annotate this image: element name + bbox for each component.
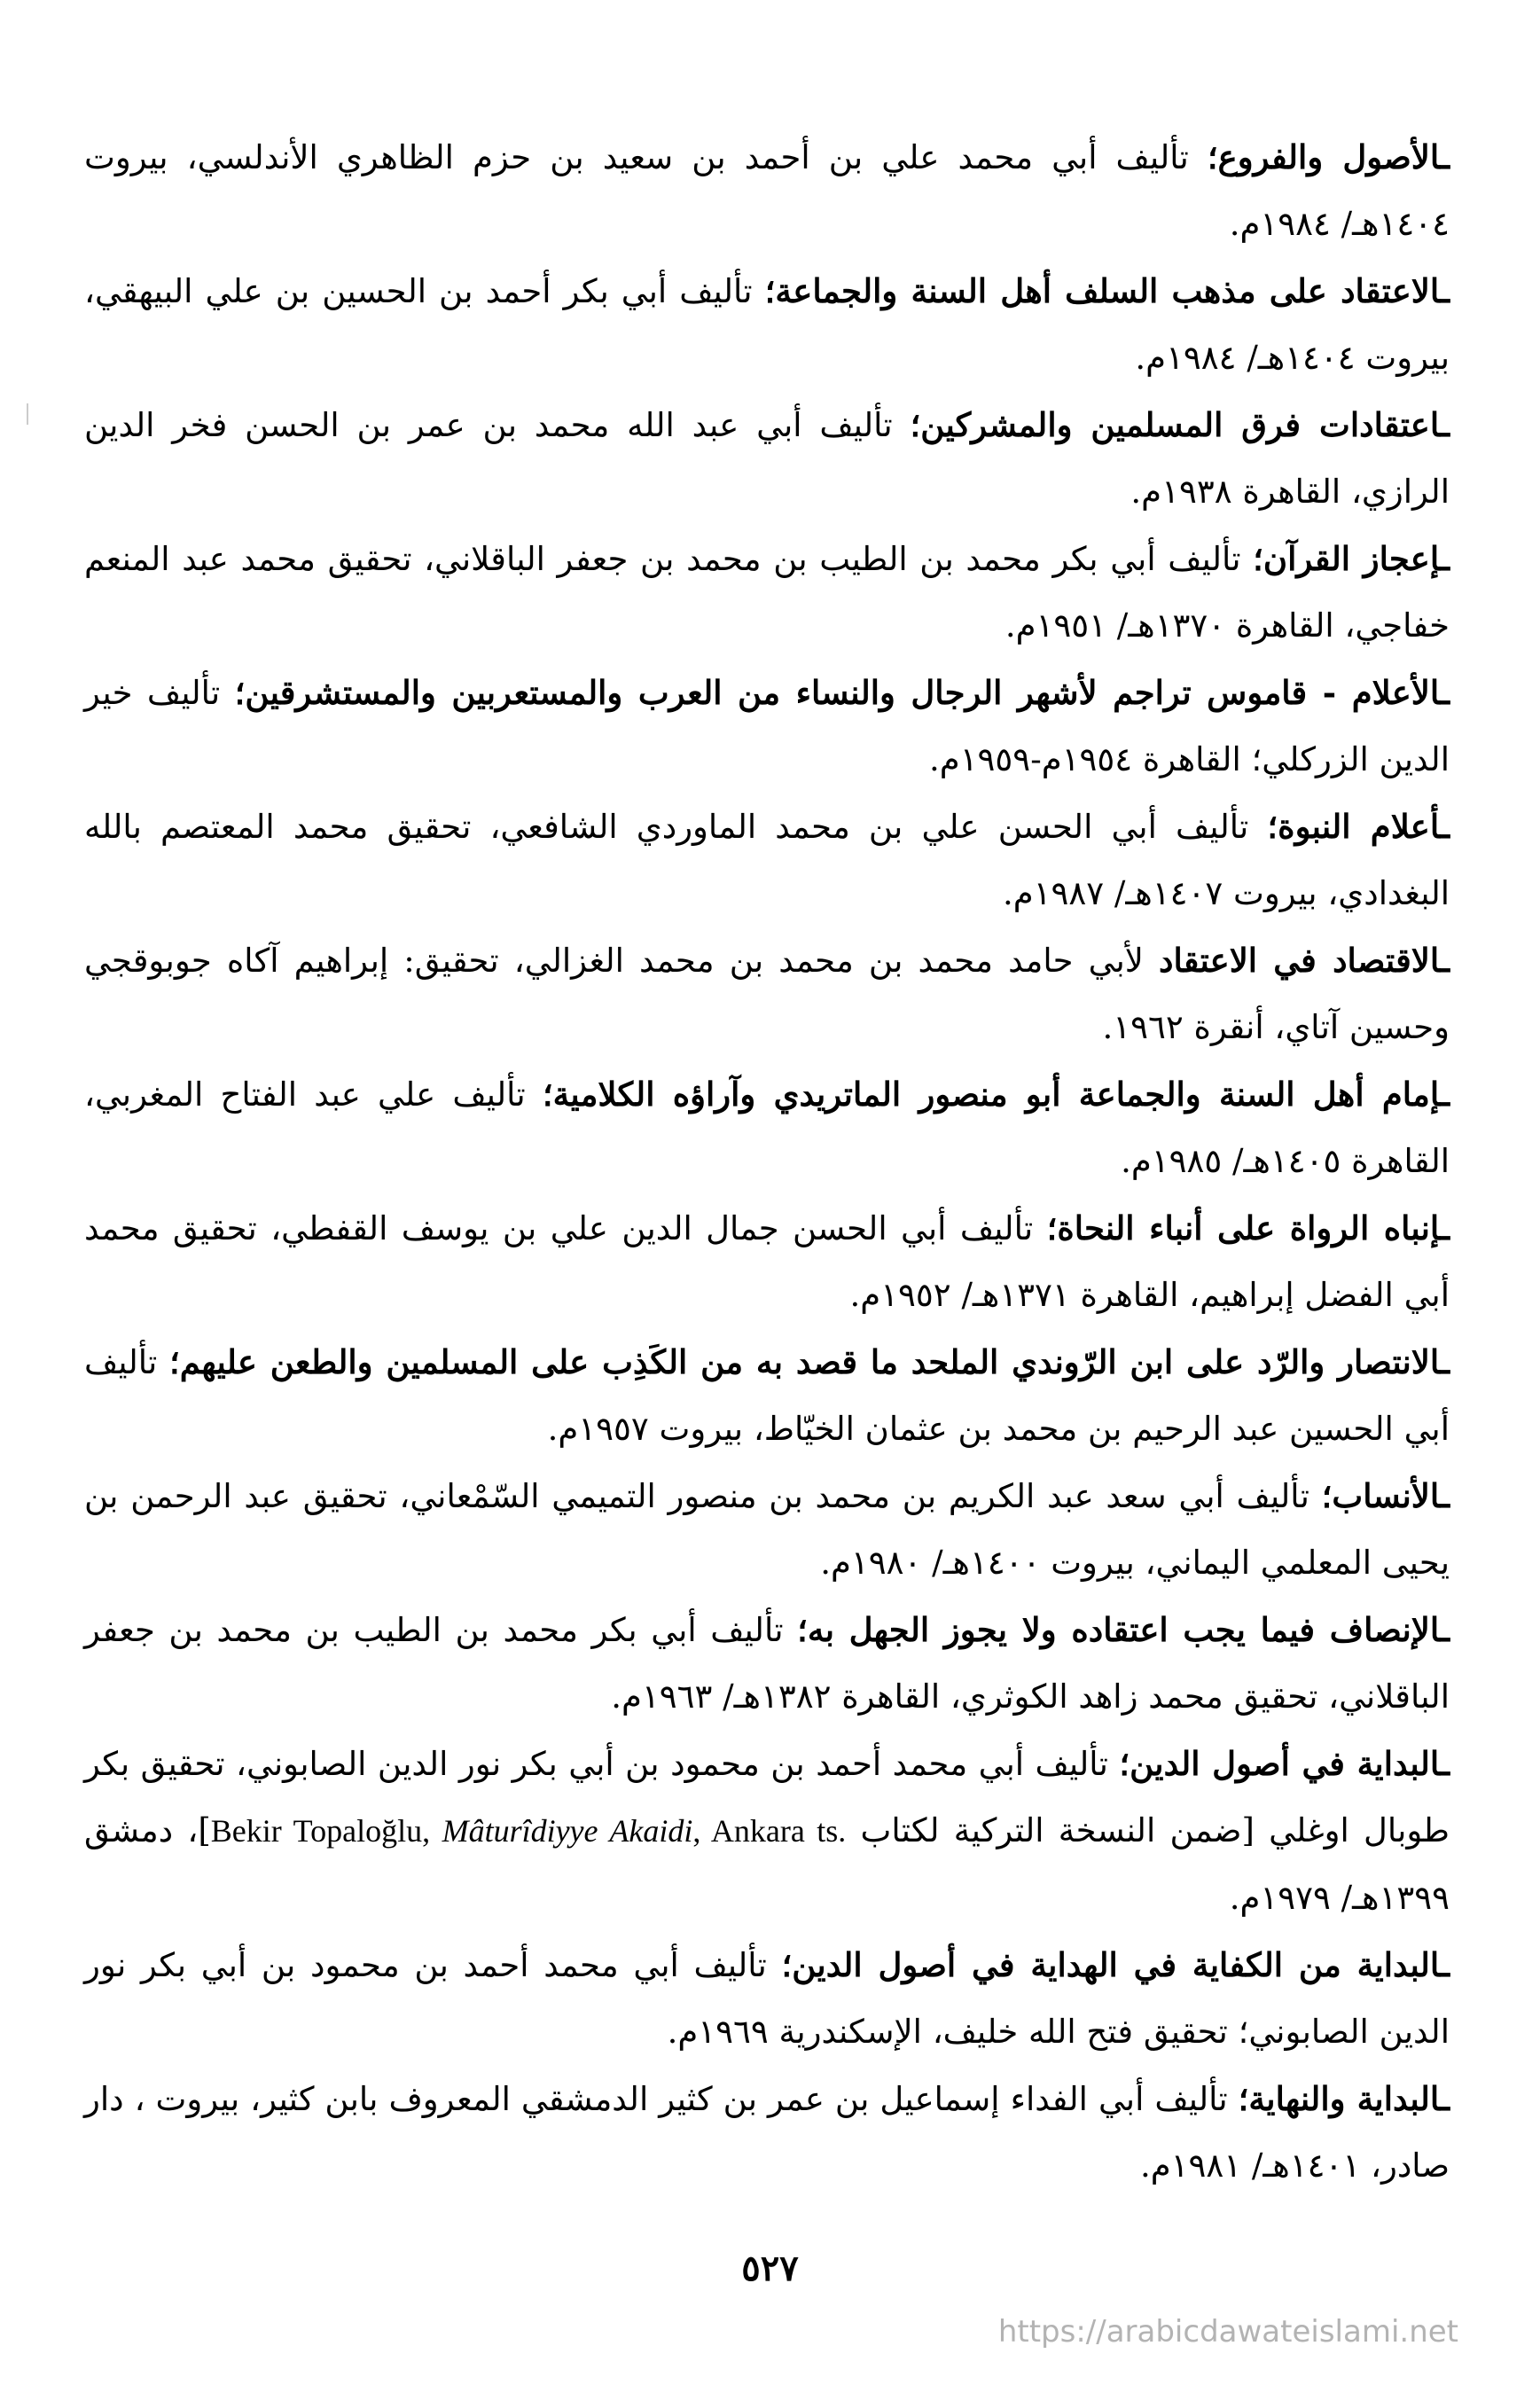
latin-citation: [211, 1813, 847, 1849]
latin-book-title: Mâturîdiyye Akaidi: [442, 1813, 693, 1849]
entry-title: الأصول والفروع؛: [1207, 137, 1441, 176]
entry-dash: ـ: [1440, 673, 1450, 712]
entry-title: البداية من الكفاية في الهداية في أصول الدين؛: [781, 1945, 1441, 1984]
entry-title: الإنصاف فيما يجب اعتقاده ولا يجوز الجهل به؛: [797, 1610, 1441, 1649]
entry-title: البداية والنهاية؛: [1238, 2079, 1441, 2118]
bibliography-entry: [84, 1597, 1450, 1730]
entry-dash: ـ: [1440, 807, 1450, 846]
entry-details: تأليف علي عبد الفتاح المغربي، القاهرة ١٤٠٥هـ/ ١٩٨٥م.: [84, 1075, 1450, 1180]
entry-details: تأليف أبي بكر أحمد بن الحسين بن علي البيهقي، بيروت ١٤٠٤هـ/ ١٩٨٤م.: [84, 272, 1450, 377]
bibliography-entry: [84, 1731, 1450, 1931]
entry-dash: ـ: [1440, 1744, 1450, 1783]
entry-title: الانتصار والرّد على ابن الرّوندي الملحد ما قصد به من الكَذِب على المسلمين والطعن عليهم؛: [169, 1342, 1441, 1381]
entry-dash: ـ: [1440, 1075, 1450, 1114]
entry-details: لأبي حامد محمد بن محمد بن محمد الغزالي، تحقيق: إبراهيم آكاه جوبوقجي وحسين آتاي، أنقرة ١٩٦٢.: [84, 942, 1450, 1046]
entry-details: تأليف خير الدين الزركلي؛ القاهرة ١٩٥٤م-١٩٥٩م.: [84, 674, 1450, 778]
entry-title: البداية في أصول الدين؛: [1119, 1744, 1441, 1783]
entry-dash: ـ: [1440, 1610, 1450, 1649]
bibliography-list: [84, 124, 1450, 2200]
entry-dash: ـ: [1440, 1476, 1450, 1515]
latin-author: Bekir Topaloğlu,: [210, 1813, 442, 1849]
latin-publication: , Ankara ts.: [692, 1813, 847, 1849]
entry-title: إنباه الرواة على أنباء النحاة؛: [1046, 1208, 1441, 1247]
entry-details: تأليف أبي سعد عبد الكريم بن محمد بن منصور التميمي السّمْعاني، تحقيق عبد الرحمن بن يحيى المعلمي اليماني، بيروت ١٤٠٠هـ/ ١٩٨٠م.: [84, 1477, 1450, 1582]
entry-title: الأنساب؛: [1321, 1476, 1441, 1515]
entry-details: تأليف أبي الحسن جمال الدين علي بن يوسف القفطي، تحقيق محمد أبي الفضل إبراهيم، القاهرة ١٣٧١هـ/ ١٩٥٢م.: [84, 1209, 1450, 1314]
entry-dash: ـ: [1440, 271, 1450, 310]
entry-details: تأليف أبي الحسين عبد الرحيم بن محمد بن عثمان الخيّاط، بيروت ١٩٥٧م.: [84, 1343, 1450, 1448]
entry-dash: ـ: [1440, 1342, 1450, 1381]
entry-details: تأليف أبي محمد علي بن أحمد بن سعيد بن حزم الظاهري الأندلسي، بيروت ١٤٠٤هـ/ ١٩٨٤م.: [84, 138, 1450, 243]
bibliography-entry: [84, 1061, 1450, 1194]
entry-details-end: ]، دمشق ١٣٩٩هـ/ ١٩٧٩م.: [84, 1811, 1450, 1917]
entry-details: تأليف أبي الحسن علي بن محمد الماوردي الشافعي، تحقيق محمد المعتصم بالله البغدادي، بيروت ١٤٠٧هـ/ ١٩٨٧م.: [84, 808, 1450, 912]
entry-details: تأليف أبي الفداء إسماعيل بن عمر بن كثير الدمشقي المعروف بابن كثير، بيروت ، دار صادر، ١٤٠١هـ/ ١٩٨١م.: [84, 2080, 1450, 2185]
bibliography-entry: [84, 1463, 1450, 1596]
entry-title: اعتقادات فرق المسلمين والمشركين؛: [910, 405, 1441, 444]
entry-title: أعلام النبوة؛: [1267, 807, 1441, 846]
bibliography-entry: [84, 927, 1450, 1060]
bibliography-entry: [84, 1329, 1450, 1462]
entry-title: الأعلام - قاموس تراجم لأشهر الرجال والنساء من العرب والمستعربين والمستشرقين؛: [234, 673, 1441, 712]
entry-title: الاقتصاد في الاعتقاد: [1158, 941, 1441, 980]
bibliography-entry: [84, 794, 1450, 927]
entry-title: إعجاز القرآن؛: [1253, 539, 1441, 578]
entry-dash: ـ: [1440, 941, 1450, 980]
entry-dash: ـ: [1440, 405, 1450, 444]
bibliography-entry: [84, 392, 1450, 525]
entry-dash: ـ: [1440, 2079, 1450, 2118]
entry-details: تأليف أبي عبد الله محمد بن عمر بن الحسن فخر الدين الرازي، القاهرة ١٩٣٨م.: [84, 406, 1450, 511]
entry-details: تأليف أبي محمد أحمد بن محمود بن أبي بكر نور الدين الصابوني، تحقيق بكر طوبال اوغلي [ضمن النسخة التركية لكتاب: [84, 1745, 1450, 1849]
entry-dash: ـ: [1440, 539, 1450, 578]
watermark-url: https://arabicdawateislami.net: [997, 2314, 1458, 2350]
scan-mark: [27, 403, 28, 425]
entry-dash: ـ: [1440, 137, 1450, 176]
bibliography-entry: [84, 526, 1450, 659]
bibliography-entry: [84, 124, 1450, 257]
entry-dash: ـ: [1440, 1945, 1450, 1984]
bibliography-entry: [84, 2066, 1450, 2199]
entry-title: إمام أهل السنة والجماعة أبو منصور الماتريدي وآراؤه الكلامية؛: [542, 1075, 1441, 1114]
bibliography-entry: [84, 660, 1450, 793]
entry-details: تأليف أبي محمد أحمد بن محمود بن أبي بكر نور الدين الصابوني؛ تحقيق فتح الله خليف، الإسكندرية ١٩٦٩م.: [84, 1946, 1450, 2051]
page-number: ٥٢٧: [741, 2248, 799, 2289]
bibliography-entry: [84, 1195, 1450, 1328]
entry-title: الاعتقاد على مذهب السلف أهل السنة والجماعة؛: [764, 271, 1441, 310]
entry-details: تأليف أبي بكر محمد بن الطيب بن محمد بن جعفر الباقلاني، تحقيق محمد زاهد الكوثري، القاهرة ١٣٨٢هـ/ ١٩٦٣م.: [84, 1611, 1450, 1716]
bibliography-entry: [84, 258, 1450, 391]
entry-details: تأليف أبي بكر محمد بن الطيب بن محمد بن جعفر الباقلاني، تحقيق محمد عبد المنعم خفاجي، القاهرة ١٣٧٠هـ/ ١٩٥١م.: [84, 540, 1450, 645]
bibliography-entry: [84, 1932, 1450, 2065]
entry-dash: ـ: [1440, 1208, 1450, 1247]
